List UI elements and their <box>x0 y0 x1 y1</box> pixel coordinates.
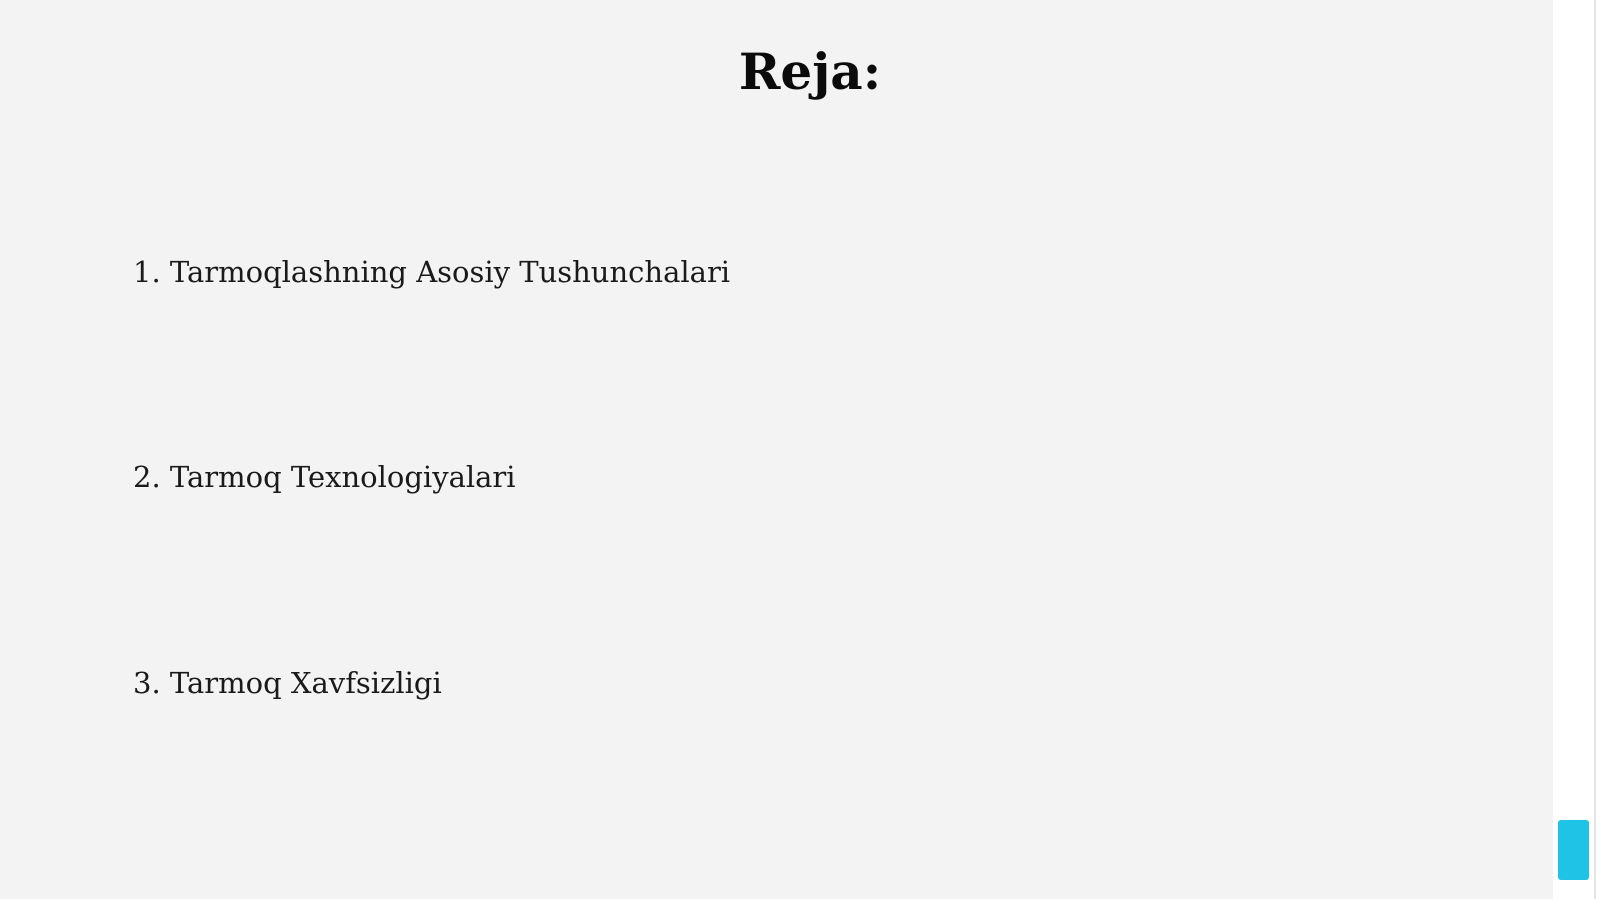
right-gutter <box>1553 0 1600 899</box>
plan-item-2: 2. Tarmoq Texnologiyalari <box>133 460 516 494</box>
divider <box>1594 0 1596 899</box>
plan-item-3: 3. Tarmoq Xavfsizligi <box>133 666 442 700</box>
slide-title: Reja: <box>738 42 882 101</box>
plan-item-1: 1. Tarmoqlashning Asosiy Tushunchalari <box>133 255 731 289</box>
accent-tab[interactable] <box>1558 820 1589 880</box>
